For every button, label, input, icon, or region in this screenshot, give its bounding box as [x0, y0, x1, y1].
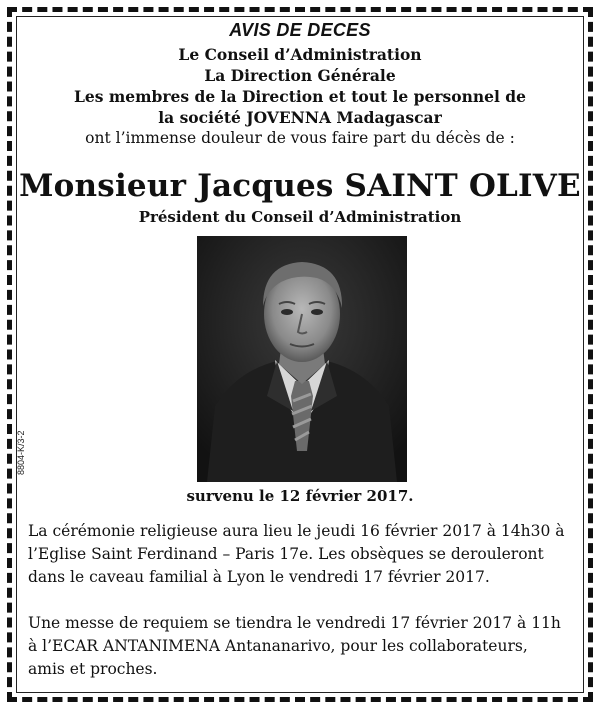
notice-heading: AVIS DE DECES — [229, 20, 371, 40]
announcer-line: La Direction Générale — [204, 66, 396, 85]
portrait-photo — [197, 236, 407, 482]
announcers-block — [0, 44, 600, 149]
intro-line: ont l’immense douleur de vous faire part du décès de : — [85, 129, 515, 147]
announcer-line: Les membres de la Direction et tout le personnel de — [73, 87, 526, 106]
portrait-illustration — [197, 236, 407, 482]
ceremony-paragraph — [28, 520, 578, 589]
deceased-role: Président du Conseil d’Administration — [138, 208, 462, 226]
announcer-line: Le Conseil d’Administration — [178, 45, 422, 64]
side-reference-code: 8804-K/3-2 — [16, 430, 26, 476]
paragraph-line: La cérémonie religieuse aura lieu le jeudi 16 février 2017 à 14h30 à — [28, 522, 565, 540]
paragraph-line: à l’ECAR ANTANIMENA Antananarivo, pour les collaborateurs, — [28, 637, 528, 655]
deceased-name: Monsieur Jacques SAINT OLIVE — [19, 168, 581, 204]
paragraph-line: amis et proches. — [28, 660, 158, 678]
requiem-paragraph — [28, 612, 578, 681]
paragraph-line: Une messe de requiem se tiendra le vendredi 17 février 2017 à 11h — [28, 614, 561, 632]
paragraph-line: l’Eglise Saint Ferdinand – Paris 17e. Les obsèques se derouleront — [28, 545, 544, 563]
announcer-line: la société JOVENNA Madagascar — [158, 108, 442, 127]
date-of-death: survenu le 12 février 2017. — [186, 487, 414, 505]
paragraph-line: dans le caveau familial à Lyon le vendredi 17 février 2017. — [28, 568, 490, 586]
